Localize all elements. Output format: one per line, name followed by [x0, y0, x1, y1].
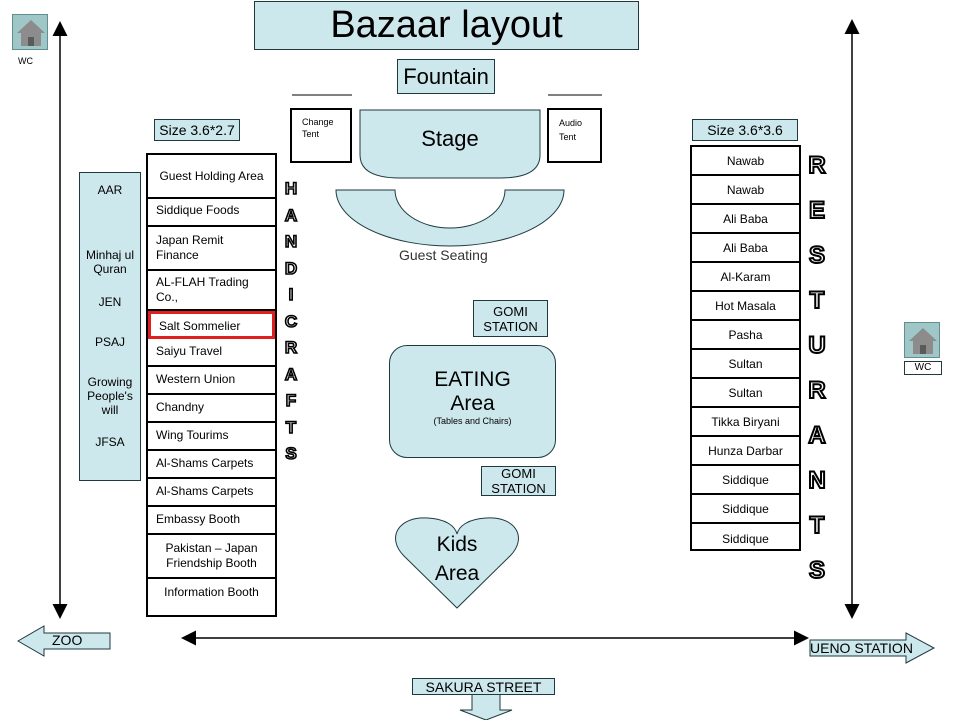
- change-tent-box: [290, 108, 352, 163]
- restaurants-letter: S: [808, 242, 825, 269]
- restaurants-letter: E: [808, 197, 825, 224]
- handicrafts-letter: S: [285, 444, 297, 463]
- page-title: Bazaar layout: [330, 4, 563, 46]
- restaurants-letter: R: [808, 152, 826, 179]
- eating-line1: EATING: [434, 368, 511, 391]
- left-org-column: [79, 172, 141, 481]
- booth-cell: Al-Shams Carpets: [148, 451, 275, 479]
- size-right-label: [692, 119, 798, 141]
- eating-sub: (Tables and Chairs): [433, 416, 512, 426]
- org-growing: Growing People's will: [87, 375, 133, 417]
- restaurants-letter: A: [808, 422, 826, 449]
- booth-cell-highlight: Salt Sommelier: [148, 311, 275, 339]
- booth-cell: Guest Holding Area: [148, 155, 275, 199]
- restaurant-cell: Siddique: [722, 531, 769, 546]
- wc-label-top-left: WC: [18, 56, 33, 66]
- stage-label: Stage: [421, 126, 479, 151]
- booth-cell: Saiyu Travel: [148, 339, 275, 367]
- kids-area-label: [410, 530, 504, 588]
- fountain-label: Fountain: [403, 63, 489, 89]
- gomi-station-bottom-label: GOMI STATION: [491, 466, 546, 496]
- handicrafts-letter: C: [284, 311, 298, 331]
- restaurant-cell: Hot Masala: [692, 292, 799, 321]
- restaurant-cell: Pasha: [692, 321, 799, 350]
- kids-line2: Area: [434, 562, 480, 585]
- restaurant-cell: Hunza Darbar: [692, 437, 799, 466]
- booth-cell: Embassy Booth: [148, 507, 275, 535]
- right-restaurant-column: [690, 145, 801, 551]
- org-aar: AAR: [97, 183, 123, 197]
- restaurant-cell: Ali Baba: [692, 234, 799, 263]
- size-right-text: Size 3.6*3.6: [707, 122, 783, 138]
- restaurant-cell: Nawab: [692, 176, 799, 205]
- restaurants-letter: S: [808, 557, 825, 584]
- wc-icon-top-left: [12, 14, 48, 50]
- change-tent-label: Change Tent: [302, 117, 334, 139]
- restaurant-cell: Siddique: [692, 495, 799, 524]
- handicrafts-letter: F: [285, 391, 297, 410]
- handicrafts-letter: N: [284, 232, 298, 251]
- restaurant-list: [692, 147, 799, 553]
- booth-cell: Chandny: [148, 395, 275, 423]
- guest-seating-label: Guest Seating: [399, 247, 488, 263]
- org-jfsa: JFSA: [95, 435, 125, 449]
- booth-cell: Information Booth: [164, 585, 259, 599]
- house-icon: [905, 323, 941, 359]
- handicrafts-letter: H: [284, 179, 298, 198]
- gomi-station-top-label: GOMI STATION: [483, 303, 538, 334]
- handicrafts-label: [280, 176, 302, 468]
- gomi-station-top: [473, 300, 548, 337]
- restaurants-label: [803, 143, 831, 593]
- handicrafts-letter: A: [284, 364, 298, 384]
- sakura-down-arrow: [460, 694, 512, 720]
- restaurant-cell: Siddique: [692, 466, 799, 495]
- handicrafts-letter: A: [284, 205, 298, 225]
- left-booth-list: [148, 155, 275, 613]
- restaurant-cell: Sultan: [692, 350, 799, 379]
- eating-line2: Area: [450, 392, 495, 415]
- booth-cell: Al-Shams Carpets: [148, 479, 275, 507]
- wc-label-right: WC: [904, 361, 942, 375]
- restaurant-cell: Al-Karam: [692, 263, 799, 292]
- booth-cell: Japan Remit Finance: [148, 227, 275, 271]
- zoo-label: ZOO: [52, 632, 83, 648]
- fountain-box: [397, 59, 495, 94]
- size-left-text: Size 3.6*2.7: [159, 122, 235, 138]
- restaurant-cell: Tikka Biryani: [692, 408, 799, 437]
- restaurants-letter: R: [808, 377, 826, 404]
- restaurants-letter: N: [808, 467, 826, 494]
- audio-tent-label: Audio Tent: [559, 118, 583, 142]
- audio-tent-box: [547, 108, 602, 163]
- eating-area: [389, 345, 556, 458]
- left-booth-column: [146, 153, 277, 617]
- restaurants-letter: U: [808, 332, 826, 359]
- title-box: [254, 1, 639, 50]
- handicrafts-letter: D: [284, 258, 298, 278]
- restaurant-cell: Nawab: [692, 147, 799, 176]
- org-psaj: PSAJ: [94, 335, 125, 349]
- sakura-street-label: [412, 678, 555, 695]
- booth-cell: Western Union: [148, 367, 275, 395]
- handicrafts-letter: I: [288, 285, 294, 304]
- gomi-station-bottom: [481, 466, 556, 496]
- handicrafts-letter: T: [285, 417, 297, 437]
- handicrafts-letter: R: [284, 338, 298, 357]
- sakura-street-text: SAKURA STREET: [425, 678, 542, 695]
- wc-icon-right: [904, 322, 940, 358]
- org-jen: JEN: [98, 295, 122, 309]
- restaurants-letter: T: [809, 512, 825, 539]
- guest-seating-shape: [336, 190, 564, 246]
- house-icon: [13, 15, 49, 51]
- size-left-label: [154, 119, 240, 141]
- kids-line1: Kids: [436, 533, 478, 556]
- booth-cell: Pakistan – Japan Friendship Booth: [148, 535, 275, 579]
- restaurant-cell: Ali Baba: [692, 205, 799, 234]
- restaurants-letter: T: [809, 287, 825, 314]
- org-minhaj: Minhaj ul Quran: [85, 248, 135, 276]
- ueno-label: UENO STATION: [810, 640, 913, 656]
- booth-cell: AL-FLAH Trading Co.,: [148, 271, 275, 311]
- booth-cell: Wing Tourims: [148, 423, 275, 451]
- booth-cell: Siddique Foods: [148, 199, 275, 227]
- restaurant-cell: Sultan: [692, 379, 799, 408]
